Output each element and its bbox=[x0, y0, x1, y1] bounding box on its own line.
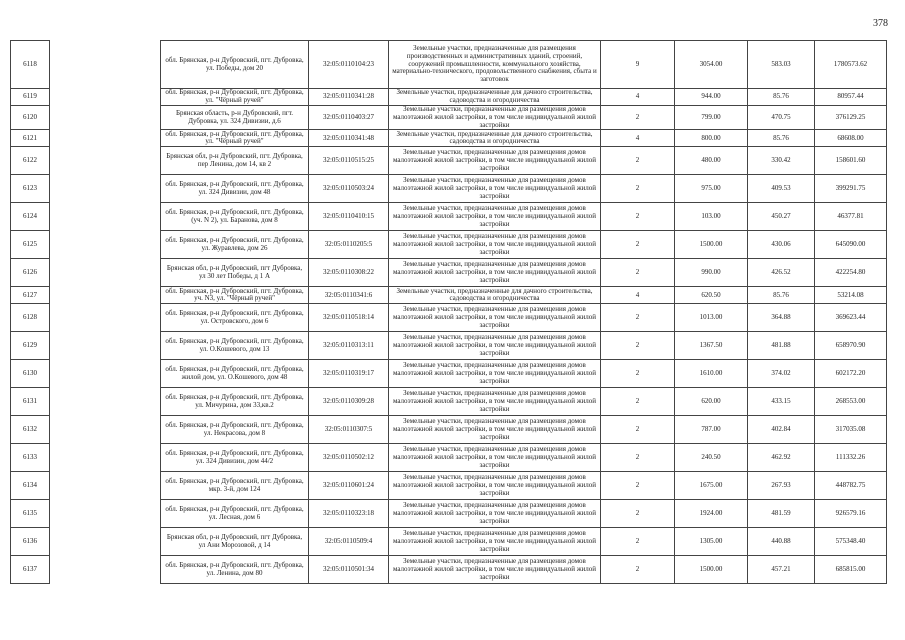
specific-value-cell: 430.06 bbox=[748, 231, 815, 259]
empty-cell bbox=[50, 304, 161, 332]
category-code-cell: 2 bbox=[601, 203, 675, 231]
address-cell: обл. Брянская, р-н Дубровский, пгт. Дубровка, ул. Мичурина, дом 33,кв.2 bbox=[161, 388, 309, 416]
cadastral-value-cell: 422254.80 bbox=[815, 259, 887, 287]
cadastral-value-cell: 46377.81 bbox=[815, 203, 887, 231]
empty-cell bbox=[50, 175, 161, 203]
cadastral-number-cell: 32:05:0110515:25 bbox=[309, 147, 389, 175]
table-row bbox=[11, 130, 887, 147]
address-cell: обл. Брянская, р-н Дубровский, пгт. Дубровка, ул. "Чёрный ручей" bbox=[161, 130, 309, 147]
row-number: 6118 bbox=[11, 41, 50, 89]
category-code-cell: 4 bbox=[601, 89, 675, 106]
category-code-cell: 4 bbox=[601, 130, 675, 147]
cadastral-value-cell: 158601.60 bbox=[815, 147, 887, 175]
table-row bbox=[11, 556, 887, 584]
specific-value-cell: 330.42 bbox=[748, 147, 815, 175]
land-use-cell: Земельные участки, предназначенные для размещения домов малоэтажной жилой застройки, в том числе индивидуальной жилой застройки bbox=[389, 556, 601, 584]
area-cell: 1500.00 bbox=[675, 556, 748, 584]
empty-cell bbox=[50, 89, 161, 106]
cadastral-value-cell: 68608.00 bbox=[815, 130, 887, 147]
cadastral-value-cell: 399291.75 bbox=[815, 175, 887, 203]
table-row bbox=[11, 41, 887, 89]
area-cell: 620.00 bbox=[675, 388, 748, 416]
table-row bbox=[11, 231, 887, 259]
cadastral-number-cell: 32:05:0110341:28 bbox=[309, 89, 389, 106]
area-cell: 620.50 bbox=[675, 287, 748, 304]
area-cell: 1013.00 bbox=[675, 304, 748, 332]
empty-cell bbox=[50, 147, 161, 175]
category-code-cell: 2 bbox=[601, 528, 675, 556]
cadastral-value-cell: 369623.44 bbox=[815, 304, 887, 332]
specific-value-cell: 85.76 bbox=[748, 89, 815, 106]
land-use-cell: Земельные участки, предназначенные для дачного строительства, садоводства и огородничества bbox=[389, 287, 601, 304]
land-use-cell: Земельные участки, предназначенные для размещения домов малоэтажной жилой застройки, в том числе индивидуальной жилой застройки bbox=[389, 231, 601, 259]
cadastral-number-cell: 32:05:0110307:5 bbox=[309, 416, 389, 444]
address-cell: обл. Брянская, р-н Дубровский, пгт. Дубровка, уч. N3, ул. "Чёрный ручей" bbox=[161, 287, 309, 304]
cadastral-number-cell: 32:05:0110313:11 bbox=[309, 332, 389, 360]
cadastral-value-cell: 926579.16 bbox=[815, 500, 887, 528]
address-cell: Брянская обл, р-н Дубровский, пгт Дубровка, ул 30 лет Победы, д 1 А bbox=[161, 259, 309, 287]
row-number: 6123 bbox=[11, 175, 50, 203]
land-use-cell: Земельные участки, предназначенные для размещения домов малоэтажной жилой застройки, в том числе индивидуальной жилой застройки bbox=[389, 147, 601, 175]
cadastral-number-cell: 32:05:0110601:24 bbox=[309, 472, 389, 500]
specific-value-cell: 470.75 bbox=[748, 106, 815, 130]
row-number: 6124 bbox=[11, 203, 50, 231]
row-number: 6127 bbox=[11, 287, 50, 304]
land-use-cell: Земельные участки, предназначенные для размещения домов малоэтажной жилой застройки, в том числе индивидуальной жилой застройки bbox=[389, 259, 601, 287]
cadastral-value-cell: 53214.08 bbox=[815, 287, 887, 304]
land-use-cell: Земельные участки, предназначенные для размещения домов малоэтажной жилой застройки, в том числе индивидуальной жилой застройки bbox=[389, 528, 601, 556]
address-cell: обл. Брянская, р-н Дубровский, пгт. Дубровка, ул. Некрасова, дом 8 bbox=[161, 416, 309, 444]
specific-value-cell: 462.92 bbox=[748, 444, 815, 472]
table-row bbox=[11, 147, 887, 175]
category-code-cell: 2 bbox=[601, 259, 675, 287]
specific-value-cell: 85.76 bbox=[748, 130, 815, 147]
cadastral-value-cell: 268553.00 bbox=[815, 388, 887, 416]
table-row bbox=[11, 304, 887, 332]
empty-cell bbox=[50, 444, 161, 472]
specific-value-cell: 267.93 bbox=[748, 472, 815, 500]
land-use-cell: Земельные участки, предназначенные для размещения домов малоэтажной жилой застройки, в том числе индивидуальной жилой застройки bbox=[389, 472, 601, 500]
table-body bbox=[11, 41, 887, 584]
cadastral-number-cell: 32:05:0110410:15 bbox=[309, 203, 389, 231]
category-code-cell: 2 bbox=[601, 360, 675, 388]
empty-cell bbox=[50, 360, 161, 388]
cadastral-number-cell: 32:05:0110104:23 bbox=[309, 41, 389, 89]
land-use-cell: Земельные участки, предназначенные для размещения производственных и административных зданий, строений, сооружений промышленности, коммунального хозяйства, материально-технического, продовольственного снабжения, сбыта и заготовок bbox=[389, 41, 601, 89]
table-row bbox=[11, 472, 887, 500]
land-use-cell: Земельные участки, предназначенные для размещения домов малоэтажной жилой застройки, в том числе индивидуальной жилой застройки bbox=[389, 500, 601, 528]
land-use-cell: Земельные участки, предназначенные для размещения домов малоэтажной жилой застройки, в том числе индивидуальной жилой застройки bbox=[389, 106, 601, 130]
specific-value-cell: 85.76 bbox=[748, 287, 815, 304]
land-use-cell: Земельные участки, предназначенные для размещения домов малоэтажной жилой застройки, в том числе индивидуальной жилой застройки bbox=[389, 332, 601, 360]
land-use-cell: Земельные участки, предназначенные для размещения домов малоэтажной жилой застройки, в том числе индивидуальной жилой застройки bbox=[389, 203, 601, 231]
land-use-cell: Земельные участки, предназначенные для размещения домов малоэтажной жилой застройки, в том числе индивидуальной жилой застройки bbox=[389, 388, 601, 416]
address-cell: обл. Брянская, р-н Дубровский, пгт. Дубровка, ул. 324 Дивизии, дом 44/2 bbox=[161, 444, 309, 472]
cadastral-number-cell: 32:05:0110501:34 bbox=[309, 556, 389, 584]
area-cell: 944.00 bbox=[675, 89, 748, 106]
area-cell: 787.00 bbox=[675, 416, 748, 444]
row-number: 6120 bbox=[11, 106, 50, 130]
empty-cell bbox=[50, 416, 161, 444]
specific-value-cell: 409.53 bbox=[748, 175, 815, 203]
empty-cell bbox=[50, 130, 161, 147]
table-row bbox=[11, 360, 887, 388]
row-number: 6133 bbox=[11, 444, 50, 472]
row-number: 6134 bbox=[11, 472, 50, 500]
category-code-cell: 2 bbox=[601, 231, 675, 259]
cadastral-number-cell: 32:05:0110403:27 bbox=[309, 106, 389, 130]
address-cell: обл. Брянская, р-н Дубровский, пгт. Дубровка, ул. Победы, дом 20 bbox=[161, 41, 309, 89]
cadastral-value-cell: 602172.20 bbox=[815, 360, 887, 388]
page-number: 378 bbox=[873, 18, 888, 29]
land-use-cell: Земельные участки, предназначенные для размещения домов малоэтажной жилой застройки, в том числе индивидуальной жилой застройки bbox=[389, 444, 601, 472]
cadastral-value-cell: 376129.25 bbox=[815, 106, 887, 130]
address-cell: обл. Брянская, р-н Дубровский, пгт. Дубровка, ул. Лесная, дом 6 bbox=[161, 500, 309, 528]
cadastral-value-cell: 658970.90 bbox=[815, 332, 887, 360]
cadastral-value-cell: 111332.26 bbox=[815, 444, 887, 472]
cadastral-number-cell: 32:05:0110205:5 bbox=[309, 231, 389, 259]
cadastral-value-cell: 685815.00 bbox=[815, 556, 887, 584]
category-code-cell: 2 bbox=[601, 106, 675, 130]
empty-cell bbox=[50, 556, 161, 584]
empty-cell bbox=[50, 231, 161, 259]
empty-cell bbox=[50, 500, 161, 528]
land-use-cell: Земельные участки, предназначенные для размещения домов малоэтажной жилой застройки, в том числе индивидуальной жилой застройки bbox=[389, 304, 601, 332]
area-cell: 990.00 bbox=[675, 259, 748, 287]
cadastral-number-cell: 32:05:0110518:14 bbox=[309, 304, 389, 332]
empty-cell bbox=[50, 287, 161, 304]
cadastral-value-cell: 80957.44 bbox=[815, 89, 887, 106]
table-row bbox=[11, 106, 887, 130]
area-cell: 1367.50 bbox=[675, 332, 748, 360]
specific-value-cell: 402.84 bbox=[748, 416, 815, 444]
empty-cell bbox=[50, 528, 161, 556]
cadastral-value-cell: 448782.75 bbox=[815, 472, 887, 500]
empty-cell bbox=[50, 472, 161, 500]
specific-value-cell: 433.15 bbox=[748, 388, 815, 416]
category-code-cell: 9 bbox=[601, 41, 675, 89]
address-cell: обл. Брянская, р-н Дубровский, пгт. Дубровка, (уч. N 2), ул. Баранова, дом 8 bbox=[161, 203, 309, 231]
cadastral-value-cell: 575348.40 bbox=[815, 528, 887, 556]
table-row bbox=[11, 444, 887, 472]
land-use-cell: Земельные участки, предназначенные для размещения домов малоэтажной жилой застройки, в том числе индивидуальной жилой застройки bbox=[389, 416, 601, 444]
cadastral-number-cell: 32:05:0110503:24 bbox=[309, 175, 389, 203]
row-number: 6125 bbox=[11, 231, 50, 259]
specific-value-cell: 583.03 bbox=[748, 41, 815, 89]
area-cell: 1924.00 bbox=[675, 500, 748, 528]
category-code-cell: 2 bbox=[601, 416, 675, 444]
area-cell: 3054.00 bbox=[675, 41, 748, 89]
category-code-cell: 2 bbox=[601, 444, 675, 472]
address-cell: Брянская область, р-н Дубровский, пгт. Дубровка, ул. 324 Дивизии, д.6 bbox=[161, 106, 309, 130]
address-cell: Брянская обл, р-н Дубровский, пгт. Дубровка, пер Ленина, дом 14, кв 2 bbox=[161, 147, 309, 175]
row-number: 6136 bbox=[11, 528, 50, 556]
address-cell: обл. Брянская, р-н Дубровский, пгт. Дубровка, ул. Журавлева, дом 26 bbox=[161, 231, 309, 259]
specific-value-cell: 450.27 bbox=[748, 203, 815, 231]
empty-cell bbox=[50, 332, 161, 360]
address-cell: обл. Брянская, р-н Дубровский, пгт. Дубровка, ул. 324 Дивизии, дом 48 bbox=[161, 175, 309, 203]
address-cell: обл. Брянская, р-н Дубровский, пгт. Дубровка, ул. Ленина, дом 80 bbox=[161, 556, 309, 584]
area-cell: 1675.00 bbox=[675, 472, 748, 500]
area-cell: 1305.00 bbox=[675, 528, 748, 556]
empty-cell bbox=[50, 388, 161, 416]
cadastral-value-cell: 317035.08 bbox=[815, 416, 887, 444]
cadastral-number-cell: 32:05:0110323:18 bbox=[309, 500, 389, 528]
area-cell: 240.50 bbox=[675, 444, 748, 472]
table-row bbox=[11, 416, 887, 444]
empty-cell bbox=[50, 203, 161, 231]
cadastral-number-cell: 32:05:0110509:4 bbox=[309, 528, 389, 556]
cadastral-value-cell: 645090.00 bbox=[815, 231, 887, 259]
category-code-cell: 2 bbox=[601, 500, 675, 528]
row-number: 6131 bbox=[11, 388, 50, 416]
row-number: 6128 bbox=[11, 304, 50, 332]
specific-value-cell: 364.88 bbox=[748, 304, 815, 332]
address-cell: обл. Брянская, р-н Дубровский, пгт. Дубровка, ул. О.Кошевого, дом 13 bbox=[161, 332, 309, 360]
category-code-cell: 2 bbox=[601, 472, 675, 500]
land-use-cell: Земельные участки, предназначенные для размещения домов малоэтажной жилой застройки, в том числе индивидуальной жилой застройки bbox=[389, 175, 601, 203]
address-cell: Брянская обл, р-н Дубровский, пгт Дубровка, ул Ани Морозовой, д 14 bbox=[161, 528, 309, 556]
category-code-cell: 4 bbox=[601, 287, 675, 304]
empty-cell bbox=[50, 259, 161, 287]
table-row bbox=[11, 500, 887, 528]
cadastral-number-cell: 32:05:0110341:48 bbox=[309, 130, 389, 147]
cadastral-number-cell: 32:05:0110341:6 bbox=[309, 287, 389, 304]
specific-value-cell: 426.52 bbox=[748, 259, 815, 287]
row-number: 6119 bbox=[11, 89, 50, 106]
address-cell: обл. Брянская, р-н Дубровский, пгт. Дубровка, мкр. 3-й, дом 124 bbox=[161, 472, 309, 500]
table-row bbox=[11, 89, 887, 106]
address-cell: обл. Брянская, р-н Дубровский, пгт. Дубровка, ул. "Чёрный ручей" bbox=[161, 89, 309, 106]
land-use-cell: Земельные участки, предназначенные для дачного строительства, садоводства и огородничества bbox=[389, 89, 601, 106]
specific-value-cell: 374.02 bbox=[748, 360, 815, 388]
cadastral-number-cell: 32:05:0110319:17 bbox=[309, 360, 389, 388]
area-cell: 103.00 bbox=[675, 203, 748, 231]
specific-value-cell: 481.59 bbox=[748, 500, 815, 528]
cadastral-number-cell: 32:05:0110308:22 bbox=[309, 259, 389, 287]
table-row bbox=[11, 528, 887, 556]
area-cell: 480.00 bbox=[675, 147, 748, 175]
area-cell: 1500.00 bbox=[675, 231, 748, 259]
table-row bbox=[11, 175, 887, 203]
category-code-cell: 2 bbox=[601, 175, 675, 203]
specific-value-cell: 440.88 bbox=[748, 528, 815, 556]
area-cell: 975.00 bbox=[675, 175, 748, 203]
category-code-cell: 2 bbox=[601, 388, 675, 416]
area-cell: 800.00 bbox=[675, 130, 748, 147]
land-use-cell: Земельные участки, предназначенные для размещения домов малоэтажной жилой застройки, в том числе индивидуальной жилой застройки bbox=[389, 360, 601, 388]
area-cell: 1610.00 bbox=[675, 360, 748, 388]
category-code-cell: 2 bbox=[601, 332, 675, 360]
empty-cell bbox=[50, 41, 161, 89]
row-number: 6122 bbox=[11, 147, 50, 175]
row-number: 6126 bbox=[11, 259, 50, 287]
address-cell: обл. Брянская, р-н Дубровский, пгт. Дубровка, жилой дом, ул. О.Кошевого, дом 48 bbox=[161, 360, 309, 388]
row-number: 6129 bbox=[11, 332, 50, 360]
cadastral-value-table bbox=[10, 40, 887, 584]
specific-value-cell: 457.21 bbox=[748, 556, 815, 584]
row-number: 6135 bbox=[11, 500, 50, 528]
table-row bbox=[11, 203, 887, 231]
table-row bbox=[11, 388, 887, 416]
cadastral-number-cell: 32:05:0110502:12 bbox=[309, 444, 389, 472]
table-row bbox=[11, 287, 887, 304]
row-number: 6137 bbox=[11, 556, 50, 584]
category-code-cell: 2 bbox=[601, 556, 675, 584]
category-code-cell: 2 bbox=[601, 147, 675, 175]
cadastral-number-cell: 32:05:0110309:28 bbox=[309, 388, 389, 416]
table-row bbox=[11, 259, 887, 287]
table-row bbox=[11, 332, 887, 360]
cadastral-value-cell: 1780573.62 bbox=[815, 41, 887, 89]
row-number: 6130 bbox=[11, 360, 50, 388]
specific-value-cell: 481.88 bbox=[748, 332, 815, 360]
category-code-cell: 2 bbox=[601, 304, 675, 332]
address-cell: обл. Брянская, р-н Дубровский, пгт. Дубровка, ул. Островского, дом 6 bbox=[161, 304, 309, 332]
row-number: 6132 bbox=[11, 416, 50, 444]
land-use-cell: Земельные участки, предназначенные для дачного строительства, садоводства и огородничества bbox=[389, 130, 601, 147]
area-cell: 799.00 bbox=[675, 106, 748, 130]
empty-cell bbox=[50, 106, 161, 130]
row-number: 6121 bbox=[11, 130, 50, 147]
